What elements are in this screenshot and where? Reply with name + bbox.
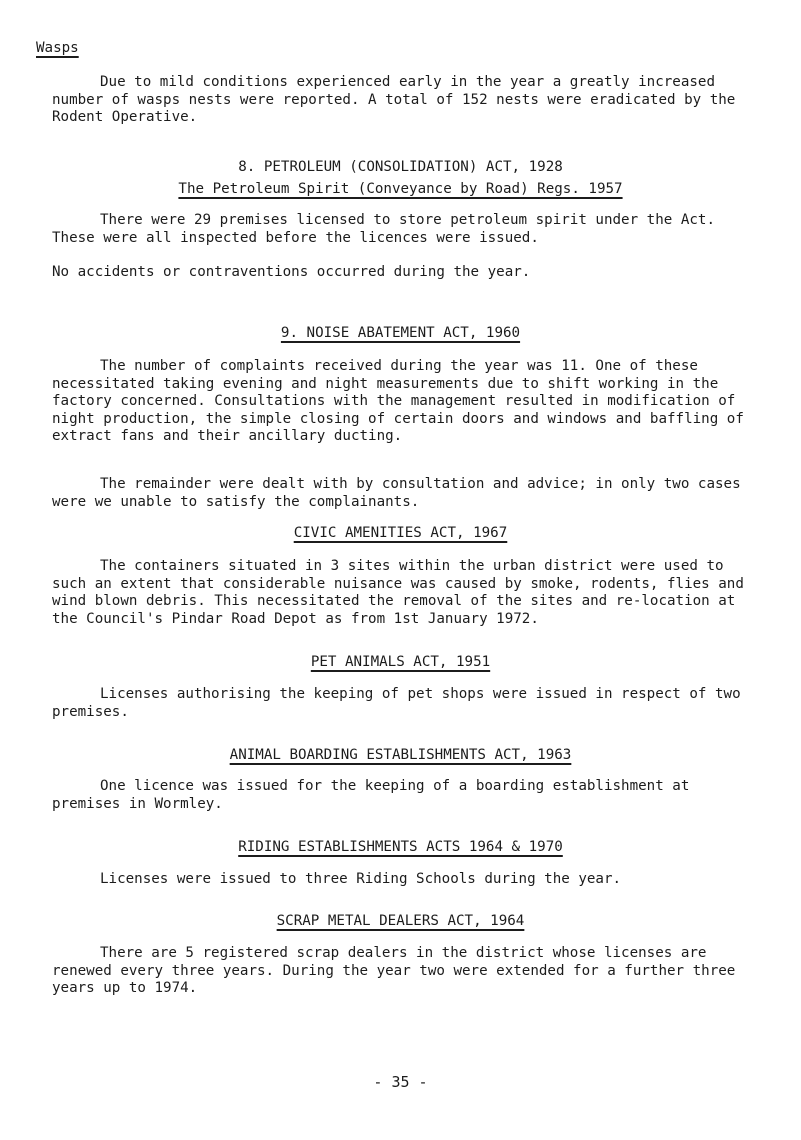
civic-amenities-paragraph: The containers situated in 3 sites within the urban district were used to such an extent that considerable nuisance was caused by smoke, rodents, flies and wind blown debris. This necessitated the removal of the sites and re-location at the Council's Pindar Road Depot as from 1st January 1972. [52, 558, 744, 627]
noise-paragraph-2: The remainder were dealt with by consultation and advice; in only two cases were we unable to satisfy the complainants. [52, 476, 741, 510]
riding-establishments-heading: RIDING ESTABLISHMENTS ACTS 1964 & 1970 [238, 839, 563, 855]
petroleum-subheading: The Petroleum Spirit (Conveyance by Road) Regs. 1957 [178, 181, 623, 197]
petroleum-heading: 8. PETROLEUM (CONSOLIDATION) ACT, 1928 [238, 159, 563, 175]
noise-heading: 9. NOISE ABATEMENT ACT, 1960 [280, 325, 521, 341]
pet-animals-heading: PET ANIMALS ACT, 1951 [310, 654, 491, 670]
riding-establishments-paragraph: Licenses were issued to three Riding Schools during the year. [100, 871, 622, 887]
scrap-metal-heading: SCRAP METAL DEALERS ACT, 1964 [276, 913, 525, 929]
pet-animals-paragraph: Licenses authorising the keeping of pet shops were issued in respect of two premises. [52, 686, 741, 720]
civic-amenities-heading: CIVIC AMENITIES ACT, 1967 [293, 525, 508, 541]
animal-boarding-paragraph: One licence was issued for the keeping of a boarding establishment at premises in Wormley. [52, 778, 690, 812]
animal-boarding-heading: ANIMAL BOARDING ESTABLISHMENTS ACT, 1963 [229, 747, 572, 763]
petroleum-paragraph-1: There were 29 premises licensed to store petroleum spirit under the Act. These were all inspected before the licences were issued. [52, 212, 715, 246]
wasps-heading: Wasps [36, 40, 79, 56]
petroleum-paragraph-2: No accidents or contraventions occurred during the year. [52, 264, 531, 280]
noise-paragraph-1: The number of complaints received during the year was 11. One of these necessitated taking evening and night measurements due to shift working in the factory concerned. Consultations with the management resulted in modification of night production, the simple closing of certain doors and windows and baffling of extract fans and their ancillary ducting. [52, 358, 744, 444]
page-number: - 35 - [373, 1073, 428, 1091]
scrap-metal-paragraph: There are 5 registered scrap dealers in the district whose licenses are renewed every three years. During the year two were extended for a further three years up to 1974. [52, 945, 736, 996]
wasps-paragraph: Due to mild conditions experienced early in the year a greatly increased number of wasps nests were reported. A total of 152 nests were eradicated by the Rodent Operative. [52, 74, 736, 125]
